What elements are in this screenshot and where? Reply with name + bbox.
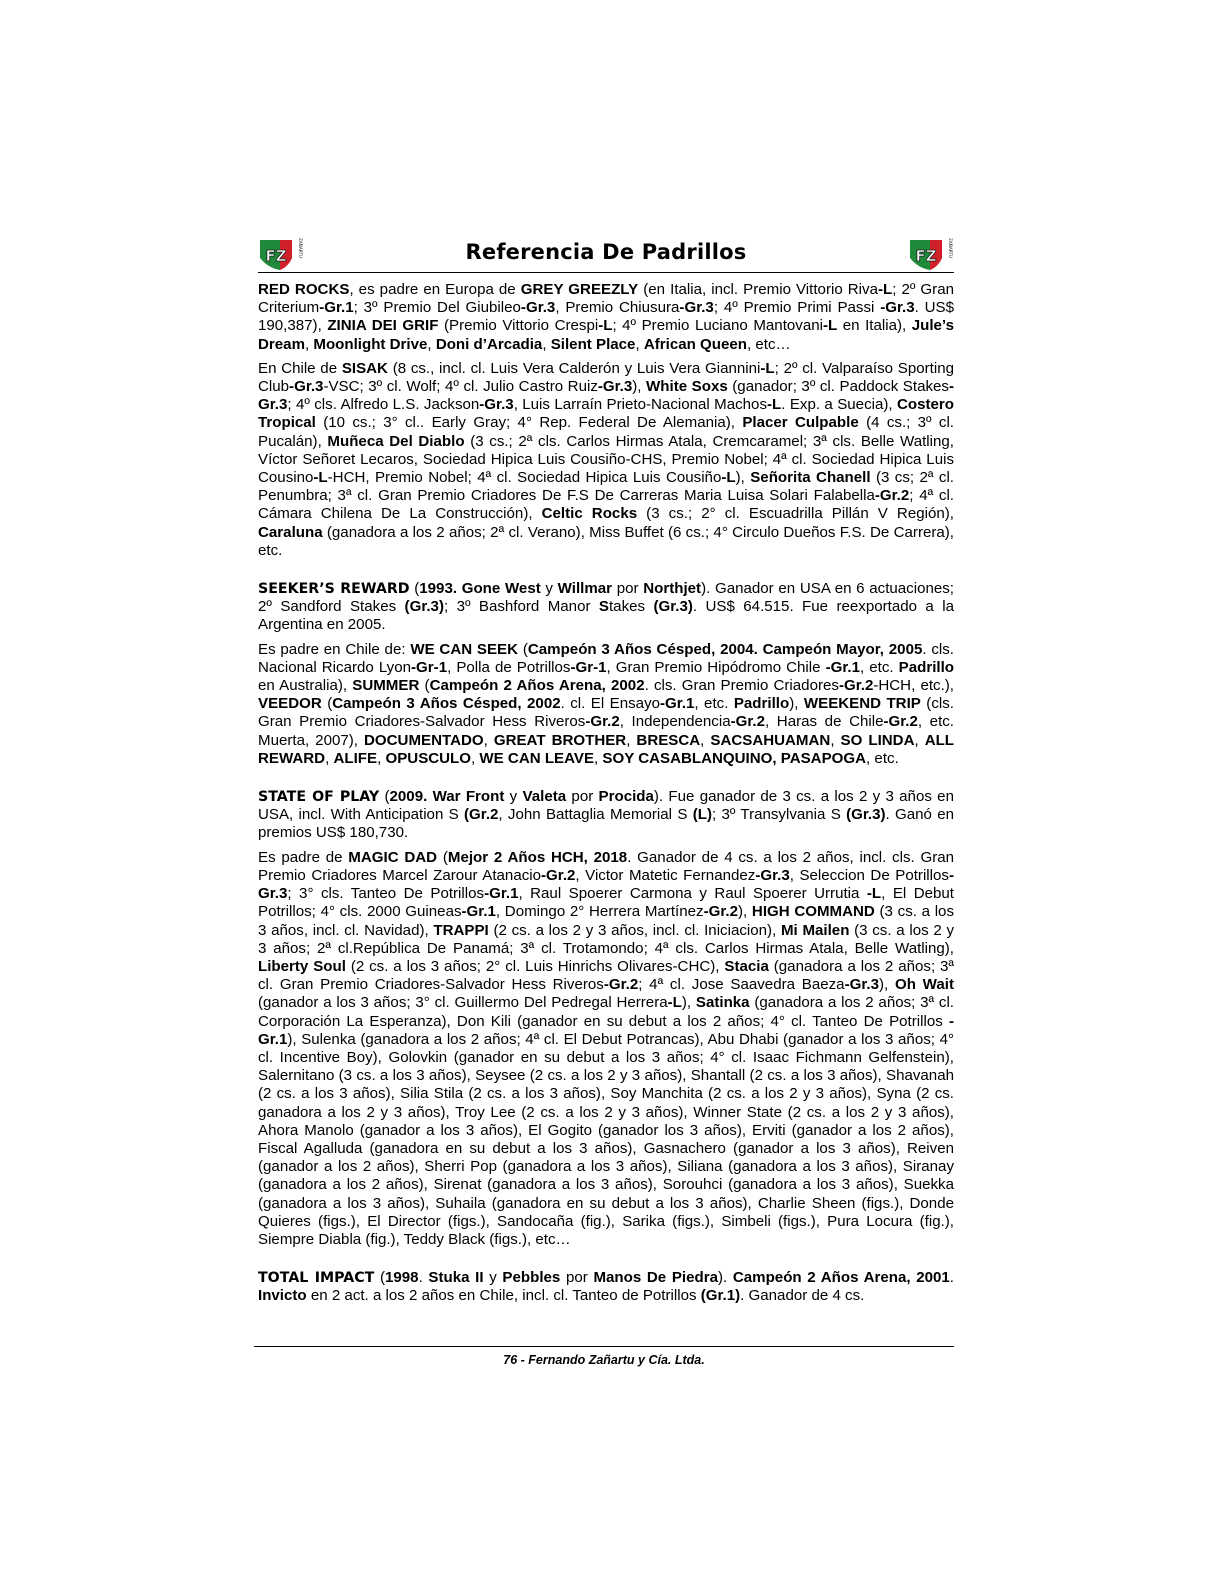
page-footer: 76 - Fernando Zañartu y Cía. Ltda. xyxy=(254,1346,954,1367)
text-run: Es padre en Chile de: xyxy=(258,640,411,658)
page-header xyxy=(258,230,954,273)
text-run: , Victor Matetic Fernandez xyxy=(575,866,756,884)
bold-run: -Gr.3 xyxy=(844,976,879,994)
text-run: , etc. Muerta, 2007), xyxy=(258,713,954,749)
text-run: ; 4º Premio Luciano Mantovani xyxy=(612,317,823,335)
text-run: (3 cs; 2ª cl. Penumbra; 3ª cl. Gran Premio Criadores De F.S De Carreras Maria Luisa Solari Falabella xyxy=(258,469,954,505)
text-run: (ganador a los 3 años; 3° cl. Guillermo Del Pedregal Herrera xyxy=(258,994,668,1012)
bold-run: -Gr.2 xyxy=(585,713,620,731)
text-run: . xyxy=(418,1269,429,1287)
text-run: , Gran Premio Hipódromo Chile xyxy=(606,658,826,676)
bold-run: Procida xyxy=(598,788,654,806)
bold-run: WE CAN SEEK xyxy=(410,640,519,658)
text-run: ; 4ª cl. Cámara Chilena De La Construcción), xyxy=(258,487,954,523)
bold-run: -Gr.2 xyxy=(838,677,874,695)
text-run: (cls. Gran Premio Criadores-Salvador Hess Riveros xyxy=(258,695,954,731)
text-run: ; 3º Transylvania S xyxy=(711,806,847,824)
text-run: Es padre de xyxy=(258,848,349,866)
text-run: , xyxy=(626,731,637,749)
text-run: . cls. Gran Premio Criadores xyxy=(644,677,839,695)
bold-run: Señorita Chanell xyxy=(750,469,871,487)
bold-run: Campeón 2 Años Arena, 2002 xyxy=(429,677,645,695)
text-run: ), xyxy=(738,903,752,921)
text-run: y xyxy=(483,1269,503,1287)
text-run: en Italia), xyxy=(837,317,912,335)
bold-run: -Gr.2 xyxy=(874,487,910,505)
text-run: ; 3° cls. Tanteo De Potrillos xyxy=(287,885,485,903)
bold-run: Celtic Rocks xyxy=(541,505,638,523)
bold-run: -L xyxy=(866,885,882,903)
bold-run: -Gr.1 xyxy=(484,885,519,903)
bold-run: Stacia xyxy=(724,957,769,975)
text-run: , xyxy=(542,335,551,353)
article-body xyxy=(258,281,954,1306)
text-run: (Premio Vittorio Crespi xyxy=(438,317,599,335)
bold-run: -L xyxy=(721,469,736,487)
text-run: , etc. xyxy=(860,658,899,676)
bold-run: Liberty Soul xyxy=(258,957,346,975)
text-run: (en Italia, incl. Premio Vittorio Riva xyxy=(638,281,878,298)
text-run: (ganador; 3º cl. Paddock Stakes xyxy=(727,378,949,396)
text-run: ). Fue ganador de 3 cs. a los 2 y 3 años en USA, incl. With Anticipation S xyxy=(258,788,954,824)
bold-run: -L xyxy=(822,317,838,335)
bold-run: GREAT BROTHER xyxy=(493,731,627,749)
bold-run: SISAK xyxy=(341,359,388,377)
bold-run: Invicto xyxy=(258,1287,307,1305)
bold-run: (Gr.2 xyxy=(464,806,499,824)
text-run: ), Sulenka (ganadora a los 2 años; 4ª cl. El Debut Potrancas), Abu Dhabi (ganador a los 3 años; 4° cl. Incentive Boy), Golovkin (ganador en su debut a los 3 años; 4° cl. Isaac Fichmann Gelfenstein), Salernitano (3 cs. a los 3 años), Seysee (2 cs. a los 2 y 3 años), Shantall (2 cs. a los 3 años), Shavanah (2 cs. a los 3 años), Silia Stila (2 cs. a los 3 años), Soy Manchita (2 cs. a los 2 y 3 años), Syna (2 cs. ganadora a los 2 y 3 años), Troy Lee (2 cs. a los 2 y 3 años), Winner State (2 cs. a los 2 y 3 años), Ahora Manolo (ganador a los 3 años), El Gogito (ganador los 3 años), Erviti (ganador a los 2 años), Fiscal Agalluda (ganadora en su debut a los 3 años), Gasnachero (ganador a los 3 años), Reiven (ganador a los 2 años), Sherri Pop (ganadora a los 3 años), Siliana (ganadora a los 3 años), Siranay (ganadora a los 2 años), Sirenat (ganadora a los 3 años), Sorouhci (ganadora a los 3 años), Suekka (ganadora a los 3 años), Suhaila (ganadora en su debut a los 3 años), Charlie Sheen (figs.), Donde Quieres (figs.), El Director (figs.), Sandocaña (fig.), Sarika (figs.), Simbeli (figs.), Pura Locura (fig.), Siempre Diabla (fig.), Teddy Black (figs.), etc… xyxy=(258,1030,954,1248)
bold-run: ZINIA DEI GRIF xyxy=(327,317,439,335)
bold-run: -Gr.1 xyxy=(319,299,354,317)
text-run: ), xyxy=(681,994,696,1012)
text-run: -HCH, etc.), xyxy=(873,677,955,695)
bold-run: GREY GREEZLY xyxy=(520,281,639,298)
bold-run: -L xyxy=(313,469,328,487)
text-run: , Premio Chiusura xyxy=(555,299,680,317)
text-run: , xyxy=(594,749,603,767)
text-run: y xyxy=(540,580,558,598)
text-run: por xyxy=(560,1269,594,1287)
text-run: ), xyxy=(735,469,751,487)
bold-run: Campeón 3 Años Césped, 2004. Campeón Mayor, 2005 xyxy=(527,640,923,658)
text-run: ( xyxy=(409,580,420,598)
bold-run: -Gr.3 xyxy=(597,378,633,396)
text-run: , Polla de Potrillos xyxy=(447,658,571,676)
text-run: , El Debut Potrillos; 4° cls. 2000 Guineas xyxy=(258,885,954,921)
text-run: , xyxy=(325,749,334,767)
text-run: , Seleccion De Potrillos xyxy=(789,866,949,884)
text-run: ( xyxy=(437,848,448,866)
bold-run: Jule’s Dream xyxy=(258,317,954,353)
text-run: , Raul Spoerer Carmona y Raul Spoerer Urrutia xyxy=(518,885,867,903)
text-run: ). xyxy=(717,1269,733,1287)
bold-run: African Queen xyxy=(643,335,748,353)
text-run: (10 cs.; 3° cl.. Early Gray; 4° Rep. Federal De Alemania), xyxy=(315,414,743,432)
text-run: , xyxy=(914,731,925,749)
bold-run: Willmar xyxy=(557,580,613,598)
text-run: , xyxy=(700,731,711,749)
text-run: , etc… xyxy=(747,335,791,353)
bold-run: Padrillo xyxy=(898,658,954,676)
bold-run: Pebbles xyxy=(502,1269,561,1287)
text-run: ; 2º cl. Valparaíso Sporting Club xyxy=(258,359,954,396)
bold-run: -Gr.3 xyxy=(258,866,954,903)
bold-run: -L xyxy=(598,317,613,335)
bold-run: MAGIC DAD xyxy=(348,848,438,866)
bold-run: VEEDOR xyxy=(258,695,322,713)
text-run: En Chile de xyxy=(258,359,342,377)
text-run: ( xyxy=(518,640,528,658)
logo-initials-left: FZ xyxy=(265,247,287,265)
text-run: (2 cs. a los 3 años; 2° cl. Luis Hinrichs Olivares-CHC), xyxy=(345,957,725,975)
text-run: . cl. El Ensayo xyxy=(560,695,661,713)
text-run: , es padre en Europa de xyxy=(349,281,521,298)
text-run: . US$ 190,387), xyxy=(258,299,955,335)
text-run: (4 cs.; 3º cl. Pucalán), xyxy=(258,414,955,450)
text-run: , xyxy=(471,749,480,767)
bold-run: -Gr.2 xyxy=(883,713,918,731)
text-run: , etc. xyxy=(694,695,734,713)
paragraph-state-of-play-offspring xyxy=(258,849,954,1249)
bold-run: Campeón 2 Años Arena, 2001 xyxy=(732,1269,950,1287)
text-run: . Ganador de 4 cs. xyxy=(740,1287,865,1305)
text-run: . Ganador de 4 cs. a los 2 años, incl. cls. Gran Premio Criadores Marcel Zarour Atanacio xyxy=(258,848,955,884)
bold-run: Stuka II xyxy=(428,1269,484,1287)
bold-run: (Gr.3) xyxy=(404,598,444,616)
text-run: (ganadora a los 2 años; 3ª cl. Corporación La Esperanza), Don Kili (ganador en su debut a los 2 años; 4° cl. Tanteo De Potrillos xyxy=(258,994,954,1030)
bold-run: DOCUMENTADO xyxy=(364,731,484,749)
logo-side-text-right: ZAÑARTU xyxy=(948,238,953,258)
text-run: ), xyxy=(632,378,647,396)
paragraph-state-of-play xyxy=(258,788,954,843)
text-run: . Exp. a Suecia), xyxy=(781,396,897,414)
bold-run: -Gr.3 xyxy=(679,299,714,317)
bold-run: White Soxs xyxy=(646,378,728,396)
paragraph-total-impact xyxy=(258,1269,954,1305)
bold-run: BRESCA xyxy=(636,731,701,749)
bold-run: Mejor 2 Años HCH, 2018 xyxy=(447,848,628,866)
text-run: , xyxy=(377,749,386,767)
bold-run: -L xyxy=(760,359,775,377)
bold-run: Valeta xyxy=(522,788,567,806)
bold-run: (L) xyxy=(692,806,712,824)
bold-run: SO LINDA xyxy=(840,731,915,749)
bold-run: -Gr.3 xyxy=(258,378,954,414)
bold-run: -Gr.2 xyxy=(730,713,766,731)
text-run: -HCH, Premio Nobel; 4ª cl. Sociedad Hipica Luis Cousiño xyxy=(327,469,722,487)
bold-run: S xyxy=(598,598,609,616)
bold-run: -L xyxy=(877,281,893,298)
text-run: ( xyxy=(374,1269,385,1287)
text-run: . xyxy=(949,1269,954,1287)
text-run: ; 4ª cl. Jose Saavedra Baeza xyxy=(638,976,845,994)
bold-run: HIGH COMMAND xyxy=(751,903,875,921)
bold-run: -Gr.3 xyxy=(755,866,790,884)
brand-logo-right xyxy=(908,234,954,274)
bold-run: -Gr-1 xyxy=(570,658,607,676)
paragraph-seekers-reward-offspring xyxy=(258,641,954,768)
bold-run: -Gr-1 xyxy=(411,658,448,676)
text-run: , xyxy=(635,335,644,353)
bold-run: 1998 xyxy=(384,1269,419,1287)
text-run: . cls. Nacional Ricardo Lyon xyxy=(258,640,954,676)
bold-run: ALIFE xyxy=(333,749,378,767)
bold-run: TRAPPI xyxy=(433,921,489,939)
bold-run: -Gr.1 xyxy=(461,903,496,921)
bold-run: -Gr.3 xyxy=(479,396,514,414)
bold-run: 1993. Gone West xyxy=(419,580,541,598)
bold-run: OPUSCULO xyxy=(385,749,472,767)
text-run: (2 cs. a los 2 y 3 años, incl. cl. Iniciacion), xyxy=(488,921,781,939)
bold-run: Satinka xyxy=(695,994,750,1012)
text-run: ( xyxy=(419,677,430,695)
text-run: , Luis Larraín Prieto-Nacional Machos xyxy=(513,396,767,414)
text-run: , Haras de Chile xyxy=(765,713,884,731)
text-run: (ganadora a los 2 años; 3ª cl. Gran Premio Criadores-Salvador Hess Riveros xyxy=(258,957,955,994)
text-run: ). Ganador en USA en 6 actuaciones; 2º Sandford Stakes xyxy=(258,580,954,616)
bold-run: (Gr.1) xyxy=(700,1287,741,1305)
bold-run: -Gr.1 xyxy=(660,695,695,713)
text-run: takes xyxy=(608,598,654,616)
bold-run: Moonlight Drive xyxy=(313,335,428,353)
text-run: por xyxy=(612,580,644,598)
bold-run: WE CAN LEAVE xyxy=(479,749,595,767)
logo-initials-right: FZ xyxy=(915,247,937,265)
text-run: ; 4º Premio Primi Passi xyxy=(713,299,881,317)
bold-run: Costero Tropical xyxy=(258,396,955,432)
bold-run: Campeón 3 Años Césped, 2002 xyxy=(332,695,561,713)
text-run: ), xyxy=(789,695,804,713)
bold-run: SOY CASABLANQUINO, PASAPOGA xyxy=(602,749,867,767)
text-run: y xyxy=(504,788,523,806)
bold-run: Mi Mailen xyxy=(780,921,850,939)
text-run: . US$ 64.515. Fue reexportado a la Argentina en 2005. xyxy=(258,598,954,634)
bold-run: -Gr.2 xyxy=(603,976,639,994)
bold-run: Doni d’Arcadia xyxy=(435,335,543,353)
text-run: por xyxy=(566,788,599,806)
text-run: ; 2º Gran Criterium xyxy=(258,281,954,317)
text-run: (ganadora a los 2 años; 2ª cl. Verano), Miss Buffet (6 cs.; 4° Circulo Dueños F.S. De Carrera), etc. xyxy=(258,523,954,559)
bold-run: SACSAHUAMAN xyxy=(710,731,831,749)
bold-run: -L xyxy=(667,994,682,1012)
text-run: , xyxy=(427,335,436,353)
text-run: (8 cs., incl. cl. Luis Vera Calderón y Luis Vera Giannini xyxy=(387,359,761,377)
text-run: , etc. xyxy=(866,749,899,767)
text-run: ( xyxy=(321,695,333,713)
text-run: ), xyxy=(878,976,895,994)
bold-run: Oh Wait xyxy=(894,976,954,994)
bold-run: -Gr.2 xyxy=(703,903,738,921)
text-run: (3 cs.; 2° cl. Escuadrilla Pillán V Región), xyxy=(637,505,954,523)
bold-run: -Gr.3 xyxy=(289,378,324,396)
bold-run: WEEKEND TRIP xyxy=(803,695,921,713)
text-run: (3 cs. a los 3 años, incl. cl. Navidad), xyxy=(258,903,955,939)
bold-run: RED ROCKS xyxy=(258,281,350,298)
text-run: , Independencia xyxy=(619,713,731,731)
page-title: Referencia De Padrillos xyxy=(465,240,747,264)
text-run: (3 cs. a los 2 y 3 años; 2ª cl.República De Panamá; 3ª cl. Trotamondo; 4ª cls. Carlos Hirmas Atala, Belle Watling), xyxy=(258,921,954,957)
bold-run: -Gr.1 xyxy=(258,1012,954,1048)
bold-run: Muñeca Del Diablo xyxy=(327,432,465,450)
bold-run: 2009. War Front xyxy=(389,788,505,806)
text-run: ; 4º cls. Alfredo L.S. Jackson xyxy=(287,396,480,414)
text-run: (3 cs.; 2ª cls. Carlos Hirmas Atala, Cremcaramel; 3ª cls. Belle Watling, Víctor Señoret Lecaros, Sociedad Hipica Luis Cousiño-CHS, Premio Nobel; 4ª cl. Sociedad Hipica Luis Cousino xyxy=(258,432,954,487)
text-run: , John Battaglia Memorial S xyxy=(498,806,693,824)
text-run: ( xyxy=(379,788,390,806)
text-run: . Ganó en premios US$ 180,730. xyxy=(258,806,954,842)
bold-run: Padrillo xyxy=(733,695,790,713)
bold-run: STATE OF PLAY xyxy=(258,789,380,806)
bold-run: Placer Culpable xyxy=(742,414,859,432)
bold-run: (Gr.3) xyxy=(653,598,693,616)
bold-run: -L xyxy=(767,396,782,414)
text-run: en Australia), xyxy=(258,677,353,695)
bold-run: SUMMER xyxy=(352,677,420,695)
bold-run: -Gr.3 xyxy=(880,299,915,317)
bold-run: -Gr.2 xyxy=(541,866,576,884)
text-run: en 2 act. a los 2 años en Chile, incl. cl. Tanteo de Potrillos xyxy=(306,1287,701,1305)
paragraph-red-rocks-chile xyxy=(258,360,954,560)
bold-run: Manos De Piedra xyxy=(593,1269,718,1287)
bold-run: -Gr.3 xyxy=(520,299,556,317)
text-run: ; 3º Premio Del Giubileo xyxy=(353,299,521,317)
page-content xyxy=(258,230,954,1312)
text-run: , xyxy=(304,335,314,353)
text-run: , xyxy=(830,731,841,749)
bold-run: (Gr.3) xyxy=(846,806,886,824)
bold-run: Silent Place xyxy=(550,335,636,353)
bold-run: TOTAL IMPACT xyxy=(258,1270,375,1287)
paragraph-red-rocks-europe xyxy=(258,281,954,354)
bold-run: SEEKER’S REWARD xyxy=(258,581,410,598)
bold-run: Caraluna xyxy=(258,523,323,541)
logo-side-text-left: ZAÑARTU xyxy=(298,238,303,258)
bold-run: Northjet xyxy=(643,580,702,598)
bold-run: ALL REWARD xyxy=(258,731,955,767)
paragraph-seekers-reward xyxy=(258,580,954,635)
bold-run: -Gr.1 xyxy=(825,658,860,676)
text-run: , xyxy=(483,731,494,749)
text-run: , Domingo 2° Herrera Martínez xyxy=(495,903,704,921)
text-run: -VSC; 3º cl. Wolf; 4º cl. Julio Castro Ruiz xyxy=(323,378,598,396)
text-run: ; 3º Bashford Manor xyxy=(443,598,599,616)
